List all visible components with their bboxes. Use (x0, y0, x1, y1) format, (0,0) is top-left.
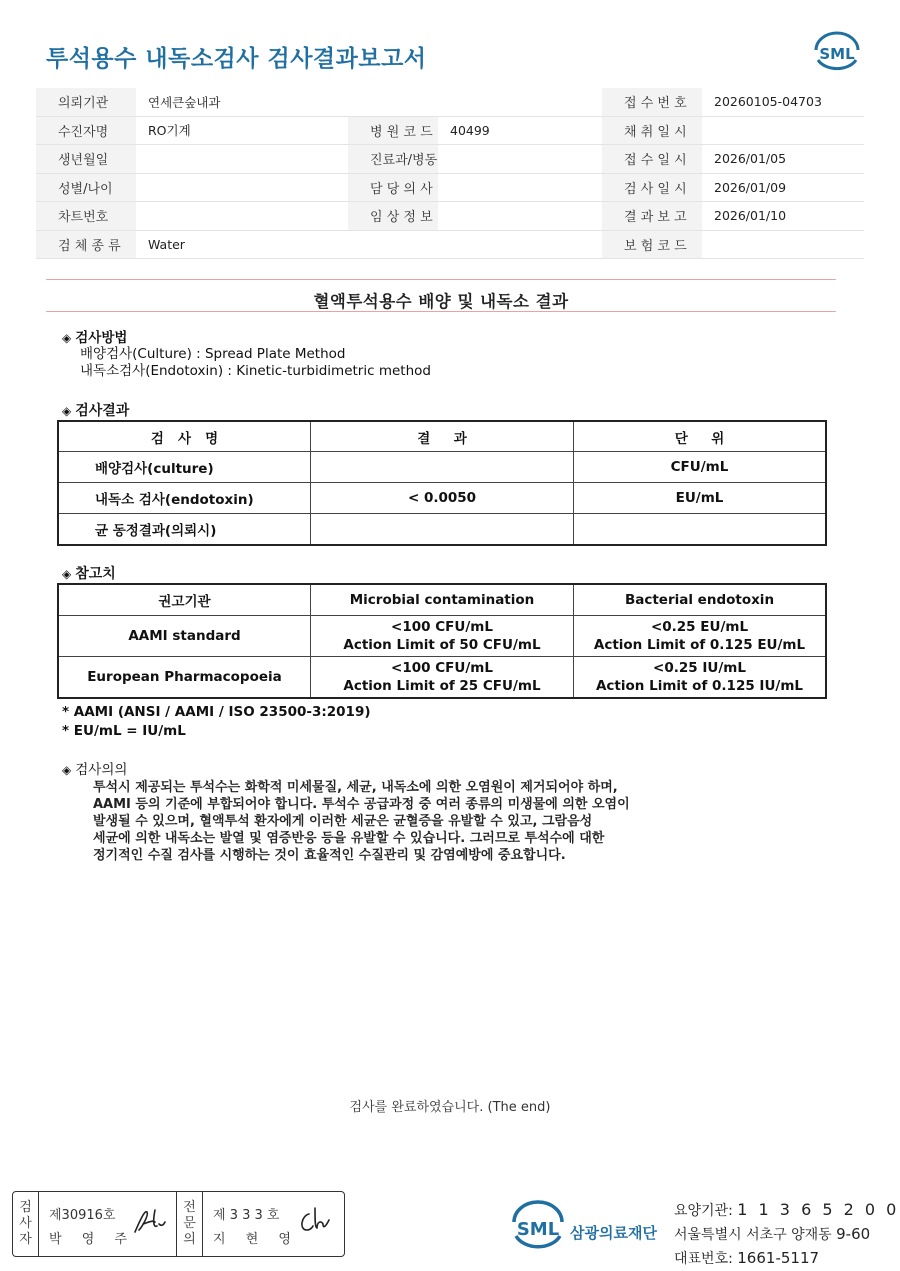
sml-logo-text: SML (516, 1219, 560, 1240)
diamond-bullet-icon: ◈ (62, 331, 72, 345)
method-line: 내독소검사(Endotoxin) : Kinetic-turbidimetric method (80, 363, 431, 379)
interp-line: 세균에 의한 내독소는 발열 및 염증반응 등을 유발할 수 있습니다. 그러므로 투석수에 대한 (93, 831, 605, 846)
institution-code-value: 1 1 3 6 5 2 0 0 (737, 1200, 900, 1219)
insurance-label: 보 험 코 드 (602, 231, 702, 259)
examiner-name: 박 영 주 (49, 1232, 135, 1247)
interpretation-heading (62, 758, 127, 778)
note-line: * AAMI (ANSI / AAMI / ISO 23500-3:2019) (62, 704, 371, 720)
note-line: * EU/mL = IU/mL (62, 723, 186, 739)
unit-cell: CFU/mL (574, 452, 826, 483)
dept-value (438, 145, 602, 173)
result-cell (311, 514, 574, 545)
col-result: 결 과 (311, 422, 574, 452)
col-test-name: 검 사 명 (59, 422, 311, 452)
specialist-label-char: 문 (183, 1216, 196, 1231)
sampling-date-label: 채 취 일 시 (602, 117, 702, 145)
limit-text: <100 CFU/mL (391, 660, 493, 676)
examiner-label-char: 사 (19, 1216, 32, 1231)
table-row (59, 657, 826, 698)
examiner-label-char: 자 (19, 1232, 32, 1247)
info-row (36, 231, 864, 260)
gender-value (136, 174, 348, 202)
info-row (36, 174, 864, 203)
institution-code-line (674, 1198, 899, 1223)
hospital-code-value: 40499 (438, 117, 602, 145)
patient-name-value: RO기계 (136, 117, 348, 145)
reference-table (58, 584, 826, 698)
examiner-cell (39, 1192, 177, 1256)
method-line: 배양검사(Culture) : Spread Plate Method (80, 346, 346, 362)
unit-cell (574, 514, 826, 545)
col-endotoxin: Bacterial endotoxin (574, 585, 826, 616)
interp-line: 정기적인 수질 검사를 시행하는 것이 효율적인 수질관리 및 감염예방에 중요합니다. (93, 848, 566, 863)
interp-line: AAMI 등의 기준에 부합되어야 합니다. 투석수 공급과정 중 여러 종류의 미생물에 의한 오염이 (93, 797, 630, 812)
endotoxin-cell (574, 616, 826, 657)
endotoxin-cell (574, 657, 826, 698)
examiner-label (13, 1192, 39, 1256)
chart-no-value (136, 202, 348, 230)
reference-notes (62, 703, 371, 741)
address-label: 서울특별시 서초구 양재동 (674, 1227, 837, 1243)
test-date-label: 검 사 일 시 (602, 174, 702, 202)
org-cell: European Pharmacopoeia (59, 657, 311, 698)
result-cell (311, 452, 574, 483)
requester-label: 의뢰기관 (36, 88, 136, 116)
sml-logo-icon (810, 30, 864, 76)
action-limit-text: Action Limit of 25 CFU/mL (343, 678, 541, 694)
report-date-label: 결 과 보 고 (602, 202, 702, 230)
signature-scribble-icon (295, 1204, 335, 1238)
report-title: 투석용수 내독소검사 검사결과보고서 (46, 46, 427, 72)
examiner-license-no: 제30916호 (49, 1208, 116, 1223)
interpretation-text (93, 779, 733, 864)
test-name-cell: 배양검사(culture) (59, 452, 311, 483)
col-microbial: Microbial contamination (311, 585, 574, 616)
sampling-date-value (702, 117, 864, 145)
phone-value: 1661-5117 (737, 1249, 820, 1267)
patient-info-grid (36, 88, 864, 259)
specialist-label (177, 1192, 203, 1256)
footer-info (674, 1198, 899, 1271)
address-line (674, 1223, 899, 1247)
interpretation-heading-text: 검사의의 (75, 762, 128, 778)
specialist-license-no: 제 3 3 3 호 (213, 1208, 280, 1223)
method-heading (62, 326, 127, 346)
section-rule-bottom (46, 311, 836, 312)
test-name-cell: 균 동정결과(의뢰시) (59, 514, 311, 545)
end-text: 검사를 완료하였습니다. (The end) (349, 1100, 551, 1115)
test-date-value: 2026/01/09 (702, 174, 864, 202)
limit-text: <0.25 IU/mL (653, 660, 746, 676)
unit-cell: EU/mL (574, 483, 826, 514)
receipt-no-label: 접 수 번 호 (602, 88, 702, 116)
sml-logo-icon (508, 1198, 568, 1256)
institution-code-label: 요양기관: (674, 1203, 738, 1219)
reference-heading (62, 563, 116, 583)
results-heading-text: 검사결과 (75, 403, 130, 419)
specialist-name: 지 현 영 (213, 1232, 299, 1247)
sml-logo-text: SML (819, 45, 855, 63)
section-rule-top (46, 279, 836, 280)
reference-heading-text: 참고치 (75, 566, 116, 582)
receipt-no-value: 20260105-04703 (702, 88, 864, 116)
receipt-date-label: 접 수 일 시 (602, 145, 702, 173)
info-row (36, 202, 864, 231)
col-unit: 단 위 (574, 422, 826, 452)
clinical-info-label: 임 상 정 보 (348, 202, 438, 230)
signature-scribble-icon (131, 1204, 171, 1238)
table-row (59, 616, 826, 657)
limit-text: <0.25 EU/mL (650, 619, 749, 635)
doctor-value (438, 174, 602, 202)
receipt-date-value: 2026/01/05 (702, 145, 864, 173)
birth-value (136, 145, 348, 173)
report-date-value: 2026/01/10 (702, 202, 864, 230)
section-title: 혈액투석용수 배양 및 내독소 결과 (313, 292, 569, 311)
specialist-label-char: 전 (183, 1200, 196, 1215)
signature-box (12, 1191, 345, 1257)
diamond-bullet-icon: ◈ (62, 763, 72, 777)
org-cell: AAMI standard (59, 616, 311, 657)
clinical-info-value (438, 202, 602, 230)
diamond-bullet-icon: ◈ (62, 567, 72, 581)
interp-line: 발생될 수 있으며, 혈액투석 환자에게 이러한 세균은 균혈증을 유발할 수 있고, 그람음성 (93, 814, 593, 829)
interp-line: 투석시 제공되는 투석수는 화학적 미세물질, 세균, 내독소에 의한 오염원이 제거되어야 하며, (93, 780, 618, 795)
action-limit-text: Action Limit of 0.125 IU/mL (595, 678, 804, 694)
phone-line (674, 1247, 899, 1271)
test-name-cell: 내독소 검사(endotoxin) (59, 483, 311, 514)
method-text (80, 346, 431, 380)
specimen-value: Water (136, 231, 602, 259)
gender-label: 성별/나이 (36, 174, 136, 202)
action-limit-text: Action Limit of 50 CFU/mL (343, 637, 541, 653)
results-table (58, 421, 826, 545)
table-row (59, 514, 826, 545)
specimen-label: 검 체 종 류 (36, 231, 136, 259)
doctor-label: 담 당 의 사 (348, 174, 438, 202)
table-header-row (59, 422, 826, 452)
requester-value: 연세큰숲내과 (136, 88, 602, 116)
limit-text: <100 CFU/mL (391, 619, 493, 635)
examiner-label-char: 검 (19, 1200, 32, 1215)
chart-no-label: 차트번호 (36, 202, 136, 230)
diamond-bullet-icon: ◈ (62, 404, 72, 418)
result-cell: < 0.0050 (311, 483, 574, 514)
microbial-cell (311, 616, 574, 657)
table-header-row (59, 585, 826, 616)
dept-label: 진료과/병동 (348, 145, 438, 173)
address-value: 9-60 (836, 1225, 871, 1243)
birth-label: 생년월일 (36, 145, 136, 173)
phone-label: 대표번호: (674, 1251, 738, 1267)
table-row (59, 452, 826, 483)
hospital-code-label: 병 원 코 드 (348, 117, 438, 145)
microbial-cell (311, 657, 574, 698)
specialist-cell (203, 1192, 344, 1256)
table-row (59, 483, 826, 514)
insurance-value (702, 231, 864, 259)
info-row (36, 117, 864, 146)
action-limit-text: Action Limit of 0.125 EU/mL (593, 637, 806, 653)
method-heading-text: 검사방법 (75, 330, 128, 346)
info-row (36, 88, 864, 117)
foundation-name: 삼광의료재단 (570, 1224, 657, 1242)
results-heading (62, 400, 129, 420)
specialist-label-char: 의 (183, 1232, 196, 1247)
info-row (36, 145, 864, 174)
col-org: 권고기관 (59, 585, 311, 616)
patient-name-label: 수진자명 (36, 117, 136, 145)
